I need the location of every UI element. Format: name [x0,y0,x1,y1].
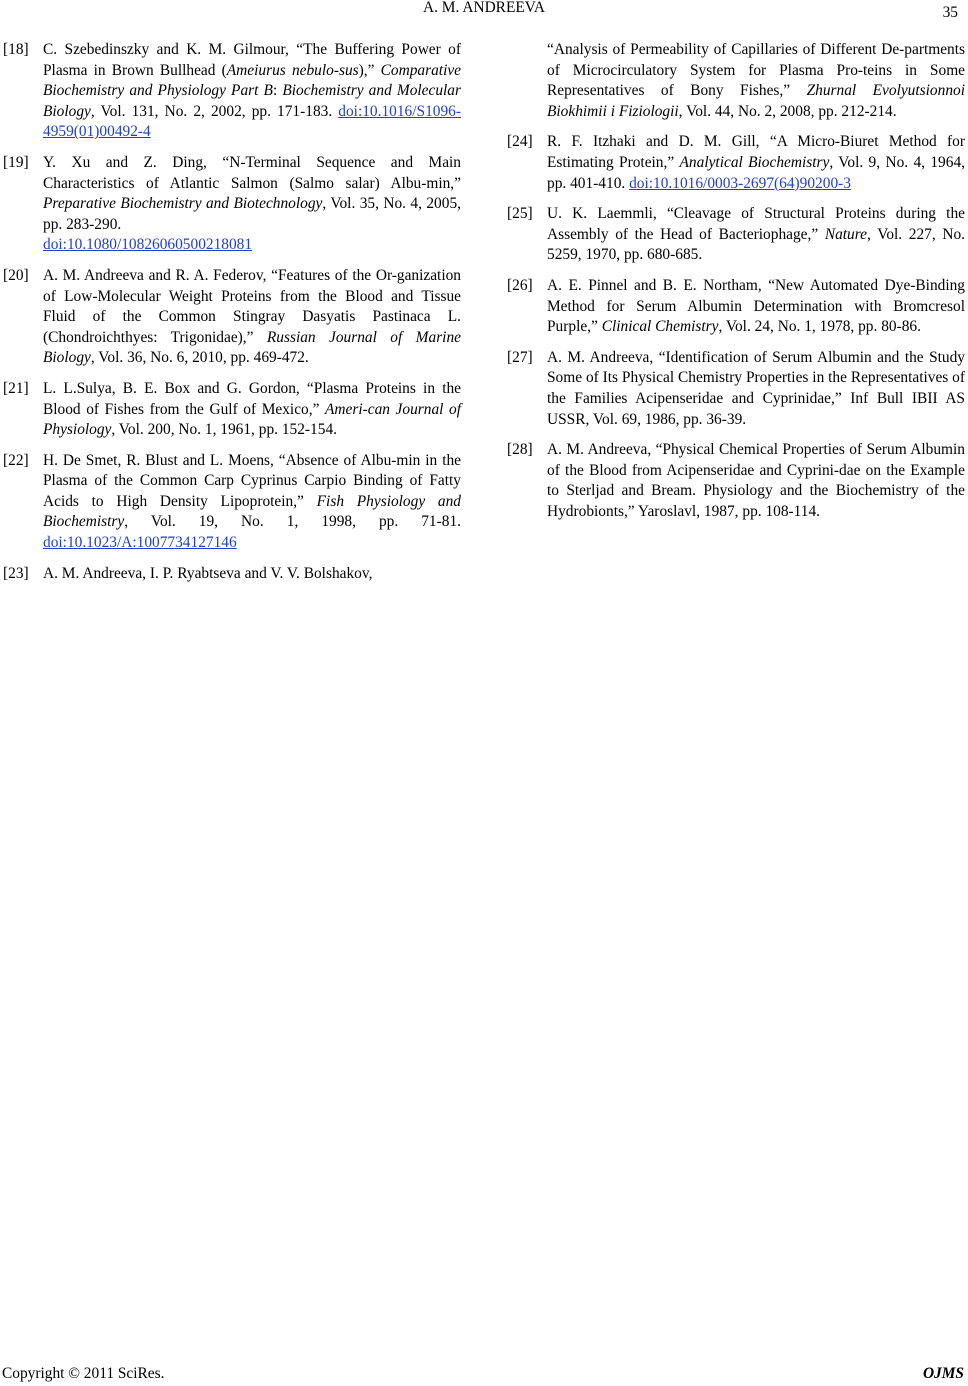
doi-link[interactable]: doi:10.1016/S1096-4959(01)00492-4 [43,102,461,141]
reference-text-segment: A. M. Andreeva, “Physical Chemical Properties of Serum Albumin of the Blood from Acipenseridae and Cyprini-dae on the Example to Sterljad and Bream. Physiology and the Biochemistry of the Hydrobionts,” Yaroslavl, 1987, pp. 108-114. [547,441,965,520]
reference-entry [507,204,965,266]
reference-text [43,266,461,369]
reference-entry [3,266,461,369]
reference-number: [20] [3,266,29,284]
page-number: 35 [942,4,958,21]
reference-text [547,276,965,338]
reference-text-segment: H. De Smet, R. Blust and L. Moens, “Absence of Albu-min in the Plasma of the Common Carp Cyprinus Carpio Binding of Fatty Acids to High Density Lipoprotein,” [43,451,461,510]
reference-number: [27] [507,348,533,366]
reference-italic-title: Zhurnal Evolyutsionnoi Biokhimii i Fiziologii [547,82,965,120]
reference-text [43,564,461,585]
reference-text-segment: A. M. Andreeva, I. P. Ryabtseva and V. V. Bolshakov, [43,564,373,582]
reference-text-segment: : [272,82,283,100]
reference-entry [507,276,965,338]
reference-text-segment: , Vol. 36, No. 6, 2010, pp. 469-472. [90,349,309,367]
page-footer [0,1366,968,1386]
reference-text-segment: Y. Xu and Z. Ding, “N-Terminal Sequence and Main Characteristics of Atlantic Salmon (Salmo salar) Albu-min,” [43,153,461,192]
reference-text [43,379,461,441]
reference-number: [22] [3,451,29,469]
reference-text-segment: , Vol. 35, No. 4, 2005, pp. 283-290. [43,195,461,233]
reference-text-segment: U. K. Laemmli, “Cleavage of Structural Proteins during the Assembly of the Head of Bacteriophage,” [547,205,965,243]
reference-text-segment: , Vol. 131, No. 2, 2002, pp. 171-183. [90,102,339,120]
references-left-column [3,40,461,594]
reference-text-segment: L. L.Sulya, B. E. Box and G. Gordon, “Plasma Proteins in the Blood of Fishes from the Gulf of Mexico,” [43,379,461,418]
reference-entry [3,379,461,441]
journal-abbreviation: OJMS [922,1365,964,1383]
reference-text-segment: , Vol. 9, No. 4, 1964, pp. 401-410. [547,153,965,192]
reference-number: [21] [3,379,29,397]
reference-text [43,451,461,554]
reference-number: [24] [507,133,533,151]
reference-number: [18] [3,41,29,58]
reference-text [43,40,461,143]
reference-text [547,440,965,522]
reference-text-segment: , Vol. 44, No. 2, 2008, pp. 212-214. [678,102,897,120]
copyright-notice: Copyright © 2011 SciRes. [2,1365,165,1383]
reference-italic-title: Clinical Chemistry [601,318,719,336]
reference-text-segment: , Vol. 19, No. 1, 1998, pp. 71-81. [124,513,461,531]
reference-text [547,132,965,194]
reference-text-segment: A. M. Andreeva, “Identification of Serum Albumin and the Study Some of Its Physical Chemistry Properties in the Representatives of the Families Acipenseridae and Cyprinidae,” Inf Bull IBII AS USSR, Vol. 69, 1986, pp. 36-39. [547,348,965,428]
reference-text [547,40,965,122]
reference-entry [507,132,965,194]
reference-text [547,204,965,266]
reference-number: [19] [3,153,29,171]
reference-italic-title: Comparative Biochemistry and Physiology Part B [43,61,462,100]
reference-italic-title: Ameiurus nebulo-sus [226,61,359,79]
reference-text [43,153,461,256]
reference-text-segment: C. Szebedinszky and K. M. Gilmour, “The Buffering Power of Plasma in Brown Bullhead ( [43,41,461,79]
doi-link[interactable]: doi:10.1023/A:1007734127146 [43,534,237,552]
reference-entry [3,451,461,554]
reference-text-segment: A. M. Andreeva and R. A. Federov, “Features of the Or-ganization of Low-Molecular Weight Proteins from the Blood and Tissue Fluid of the Common Stingray Dasyatis Pastinaca L. (Chondroichthyes: Trigonidae),” [43,266,461,346]
references-right-column [507,40,965,532]
reference-italic-title: Nature [824,225,867,243]
reference-entry [3,40,461,143]
reference-number: [25] [507,205,533,223]
reference-entry [507,440,965,522]
reference-entry [3,564,461,585]
reference-number [507,40,547,122]
reference-entry [507,40,965,122]
reference-number: [26] [507,276,533,294]
reference-entry [3,153,461,256]
reference-text-segment: ),” [358,61,381,79]
reference-italic-title: Russian Journal of Marine Biology [43,328,461,367]
reference-number: [28] [507,441,533,459]
doi-link[interactable]: doi:10.1016/0003-2697(64)90200-3 [629,174,851,192]
reference-entry [507,348,965,430]
reference-italic-title: Biochemistry and Molecular Biology [43,82,461,120]
reference-italic-title: Ameri-can Journal of Physiology [43,400,461,439]
reference-text-segment: , Vol. 200, No. 1, 1961, pp. 152-154. [111,421,337,439]
reference-number: [23] [3,564,29,582]
doi-link[interactable]: doi:10.1080/10826060500218081 [43,236,253,254]
reference-text-segment: “Analysis of Permeability of Capillaries of Different De-partments of Microcirculatory System for Plasma Pro-teins in Some Representatives of Bony Fishes,” [547,41,965,100]
running-title: A. M. ANDREEVA [423,0,545,16]
reference-text-segment: , Vol. 227, No. 5259, 1970, pp. 680-685. [547,225,965,264]
reference-italic-title: Preparative Biochemistry and Biotechnology [43,195,323,213]
reference-italic-title: Analytical Biochemistry [679,153,830,171]
reference-text-segment: R. F. Itzhaki and D. M. Gill, “A Micro-Biuret Method for Estimating Protein,” [547,133,965,171]
reference-text [547,348,965,430]
reference-italic-title: Fish Physiology and Biochemistry [43,492,461,531]
reference-text-segment: , Vol. 24, No. 1, 1978, pp. 80-86. [718,318,921,336]
reference-text-segment: A. E. Pinnel and B. E. Northam, “New Automated Dye-Binding Method for Serum Albumin Determination with Bromcresol Purple,” [547,276,965,336]
